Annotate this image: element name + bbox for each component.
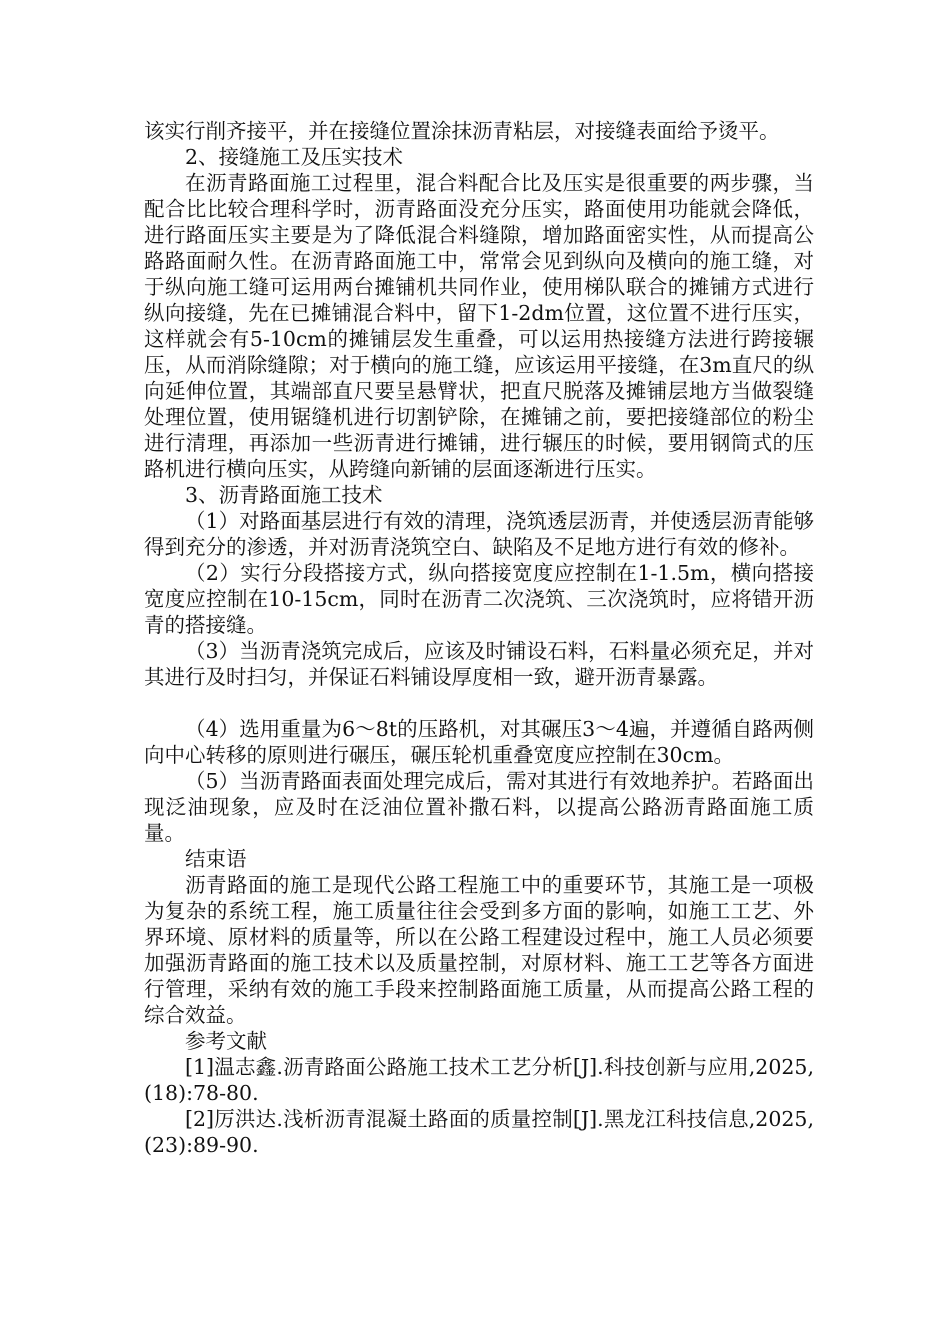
- references-heading: 参考文献: [185, 1029, 267, 1053]
- list-item-3: （3）当沥青浇筑完成后，应该及时铺设石料，石料量必须充足，并对其进行及时扫匀，并保证石料铺设厚度相一致，避开沥青暴露。: [144, 639, 814, 689]
- list-item-4: （4）选用重量为6～8t的压路机，对其碾压3～4遍，并遵循自路两侧向中心转移的原则进行碾压，碾压轮机重叠宽度应控制在30cm。: [144, 717, 814, 767]
- document-page: [144, 118, 814, 1158]
- list-item-5: （5）当沥青路面表面处理完成后，需对其进行有效地养护。若路面出现泛油现象，应及时在泛油位置补撒石料，以提高公路沥青路面施工质量。: [144, 769, 814, 845]
- list-item-2: （2）实行分段搭接方式，纵向搭接宽度应控制在1-1.5m，横向搭接宽度应控制在10-15cm，同时在沥青二次浇筑、三次浇筑时，应将错开沥青的搭接缝。: [144, 561, 814, 637]
- list-item-1: （1）对路面基层进行有效的清理，浇筑透层沥青，并使透层沥青能够得到充分的渗透，并对沥青浇筑空白、缺陷及不足地方进行有效的修补。: [144, 509, 814, 559]
- conclusion-paragraph: 沥青路面的施工是现代公路工程施工中的重要环节，其施工是一项极为复杂的系统工程，施工质量往往会受到多方面的影响，如施工工艺、外界环境、原材料的质量等，所以在公路工程建设过程中，施工人员必须要加强沥青路面的施工技术以及质量控制，对原材料、施工工艺等各方面进行管理，采纳有效的施工手段来控制路面施工质量，从而提高公路工程的综合效益。: [144, 873, 814, 1027]
- body-paragraph-joint-compaction: 在沥青路面施工过程里，混合料配合比及压实是很重要的两步骤，当配合比比较合理科学时，沥青路面没充分压实，路面使用功能就会降低，进行路面压实主要是为了降低混合料缝隙，增加路面密实性，从而提高公路路面耐久性。在沥青路面施工中，常常会见到纵向及横向的施工缝，对于纵向施工缝可运用两台摊铺机共同作业，使用梯队联合的摊铺方式进行纵向接缝，先在已摊铺混合料中，留下1-2dm位置，这位置不进行压实，这样就会有5-10cm的摊铺层发生重叠，可以运用热接缝方法进行跨接辗压，从而消除缝隙；对于横向的施工缝，应该运用平接缝，在3m直尺的纵向延伸位置，其端部直尺要呈悬臂状，把直尺脱落及摊铺层地方当做裂缝处理位置，使用锯缝机进行切割铲除，在摊铺之前，要把接缝部位的粉尘进行清理，再添加一些沥青进行摊铺，进行辗压的时候，要用钢筒式的压路机进行横向压实，从跨缝向新铺的层面逐渐进行压实。: [144, 171, 814, 481]
- conclusion-heading: 结束语: [185, 847, 247, 871]
- reference-item-1: [1]温志鑫.沥青路面公路施工技术工艺分析[J].科技创新与应用,2025,(18):78-80.: [144, 1055, 814, 1105]
- section-heading-joint-construction: 2、接缝施工及压实技术: [185, 145, 404, 169]
- continued-paragraph: 该实行削齐接平，并在接缝位置涂抹沥青粘层，对接缝表面给予烫平。: [144, 119, 780, 143]
- section-heading-asphalt-technique: 3、沥青路面施工技术: [185, 483, 383, 507]
- reference-item-2: [2]厉洪达.浅析沥青混凝土路面的质量控制[J].黑龙江科技信息,2025,(23):89-90.: [144, 1107, 814, 1157]
